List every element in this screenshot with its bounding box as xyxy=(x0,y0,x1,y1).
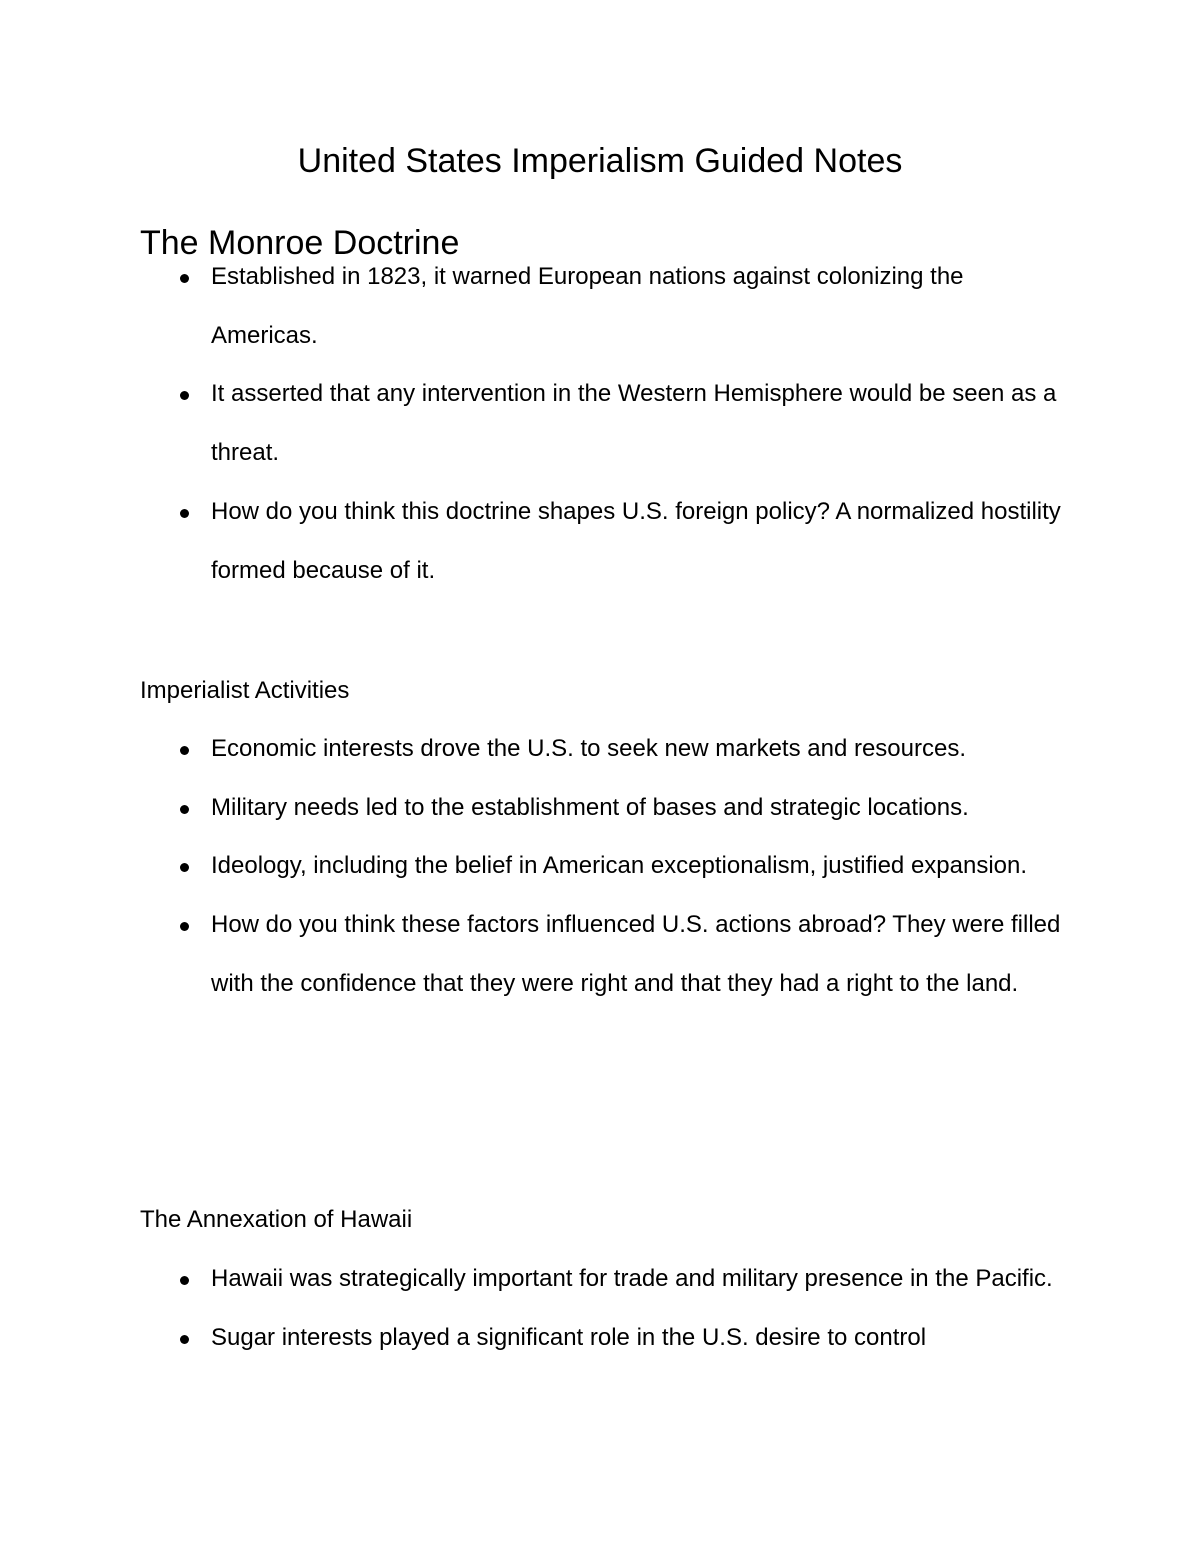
section-heading-imperialist-activities: Imperialist Activities xyxy=(140,677,350,704)
list-item xyxy=(0,1250,1071,1309)
bullet-text: It asserted that any intervention in the Western Hemisphere would be seen as a threat. xyxy=(211,380,1057,467)
bullet-text: Established in 1823, it warned European nations against colonizing the Americas. xyxy=(211,263,964,349)
list-item xyxy=(0,720,1071,779)
bullet-text: Sugar interests played a significant role in the U.S. desire to control xyxy=(211,1323,927,1351)
bullet-list-imperialist-activities xyxy=(0,720,1071,1014)
bullet-list-annexation-of-hawaii xyxy=(0,1250,1071,1367)
bullet-text: Economic interests drove the U.S. to seek new markets and resources. xyxy=(211,735,967,762)
bullet-text: How do you think this doctrine shapes U.S. foreign policy? A normalized hostility formed because of it. xyxy=(211,497,1061,584)
bullet-icon xyxy=(180,863,189,872)
document-title: United States Imperialism Guided Notes xyxy=(297,142,903,180)
bullet-icon xyxy=(180,746,189,755)
list-item xyxy=(0,896,1071,1013)
bullet-text: Hawaii was strategically important for trade and military presence in the Pacific. xyxy=(211,1265,1053,1292)
bullet-icon xyxy=(180,391,189,400)
bullet-text: How do you think these factors influenced U.S. actions abroad? They were filled with the confidence that they were right and that they had a right to the land. xyxy=(211,911,1061,997)
bullet-icon xyxy=(180,922,189,931)
section-heading-annexation-of-hawaii: The Annexation of Hawaii xyxy=(140,1206,413,1233)
bullet-icon xyxy=(180,1276,189,1285)
bullet-list-monroe-doctrine xyxy=(0,248,1071,600)
section-heading-monroe-doctrine: The Monroe Doctrine xyxy=(140,224,460,262)
bullet-icon xyxy=(180,274,189,283)
bullet-icon xyxy=(180,805,189,814)
list-item xyxy=(0,248,1071,365)
bullet-text: Ideology, including the belief in American exceptionalism, justified expansion. xyxy=(211,852,1028,880)
list-item xyxy=(0,365,1071,482)
bullet-icon xyxy=(180,509,189,518)
list-item xyxy=(0,483,1071,600)
list-item xyxy=(0,837,1071,896)
list-item xyxy=(0,779,1071,838)
list-item xyxy=(0,1309,1071,1368)
bullet-text: Military needs led to the establishment of bases and strategic locations. xyxy=(211,793,969,821)
bullet-icon xyxy=(180,1335,189,1344)
